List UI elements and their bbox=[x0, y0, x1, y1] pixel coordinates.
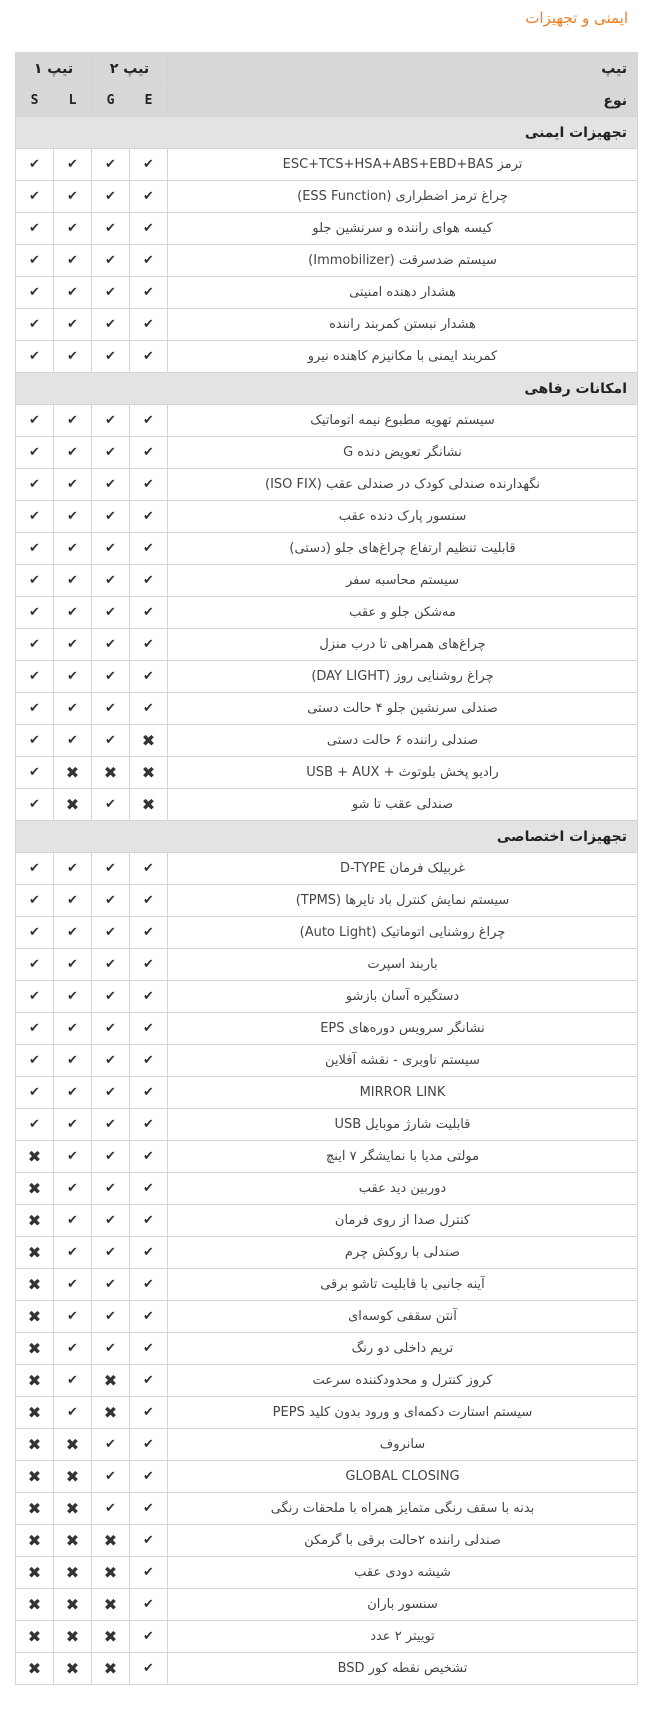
cross-icon: ✖ bbox=[54, 1429, 92, 1461]
table-row bbox=[16, 437, 638, 469]
check-icon: ✔ bbox=[16, 725, 54, 757]
check-icon: ✔ bbox=[130, 245, 168, 277]
variant-header-row bbox=[16, 85, 638, 117]
check-icon: ✔ bbox=[130, 1333, 168, 1365]
table-row bbox=[16, 341, 638, 373]
table-row bbox=[16, 1237, 638, 1269]
check-icon: ✔ bbox=[130, 181, 168, 213]
feature-label: دستگیره آسان بازشو bbox=[168, 981, 638, 1013]
cross-icon: ✖ bbox=[16, 1365, 54, 1397]
table-row bbox=[16, 533, 638, 565]
table-row bbox=[16, 981, 638, 1013]
table-row bbox=[16, 405, 638, 437]
check-icon: ✔ bbox=[130, 1013, 168, 1045]
check-icon: ✔ bbox=[130, 1557, 168, 1589]
check-icon: ✔ bbox=[92, 981, 130, 1013]
cross-icon: ✖ bbox=[16, 1589, 54, 1621]
feature-label: کمربند ایمنی با مکانیزم کاهنده نیرو bbox=[168, 341, 638, 373]
check-icon: ✔ bbox=[92, 437, 130, 469]
cross-icon: ✖ bbox=[16, 1557, 54, 1589]
feature-label: سیستم محاسبه سفر bbox=[168, 565, 638, 597]
check-icon: ✔ bbox=[92, 789, 130, 821]
check-icon: ✔ bbox=[54, 981, 92, 1013]
check-icon: ✔ bbox=[92, 1237, 130, 1269]
table-row bbox=[16, 597, 638, 629]
equipment-table bbox=[15, 52, 638, 1685]
check-icon: ✔ bbox=[130, 277, 168, 309]
check-icon: ✔ bbox=[54, 1173, 92, 1205]
check-icon: ✔ bbox=[16, 629, 54, 661]
cross-icon: ✖ bbox=[92, 1589, 130, 1621]
check-icon: ✔ bbox=[92, 1077, 130, 1109]
table-row bbox=[16, 1557, 638, 1589]
feature-label: صندلی راننده ۲حالت برقی با گرمکن bbox=[168, 1525, 638, 1557]
check-icon: ✔ bbox=[54, 149, 92, 181]
table-row bbox=[16, 1013, 638, 1045]
feature-label: سیستم استارت دکمه‌ای و ورود بدون کلید PEPS bbox=[168, 1397, 638, 1429]
feature-label: کنترل صدا از روی فرمان bbox=[168, 1205, 638, 1237]
feature-label: صندلی عقب تا شو bbox=[168, 789, 638, 821]
check-icon: ✔ bbox=[92, 1461, 130, 1493]
feature-label: غربیلک فرمان D-TYPE bbox=[168, 853, 638, 885]
cross-icon: ✖ bbox=[54, 789, 92, 821]
cross-icon: ✖ bbox=[16, 1525, 54, 1557]
check-icon: ✔ bbox=[130, 1269, 168, 1301]
check-icon: ✔ bbox=[92, 1013, 130, 1045]
check-icon: ✔ bbox=[16, 1045, 54, 1077]
section-title: امکانات رفاهی bbox=[16, 373, 638, 405]
cross-icon: ✖ bbox=[92, 1621, 130, 1653]
feature-label: نگهدارنده صندلی کودک در صندلی عقب (ISO FIX) bbox=[168, 469, 638, 501]
table-row bbox=[16, 245, 638, 277]
variant-g: G bbox=[92, 85, 130, 117]
feature-label: GLOBAL CLOSING bbox=[168, 1461, 638, 1493]
check-icon: ✔ bbox=[130, 981, 168, 1013]
check-icon: ✔ bbox=[92, 565, 130, 597]
check-icon: ✔ bbox=[54, 725, 92, 757]
check-icon: ✔ bbox=[130, 437, 168, 469]
table-row bbox=[16, 789, 638, 821]
check-icon: ✔ bbox=[16, 885, 54, 917]
type-group-1: تیپ ۱ bbox=[16, 53, 92, 85]
check-icon: ✔ bbox=[92, 245, 130, 277]
check-icon: ✔ bbox=[16, 181, 54, 213]
check-icon: ✔ bbox=[92, 1301, 130, 1333]
check-icon: ✔ bbox=[92, 533, 130, 565]
check-icon: ✔ bbox=[54, 533, 92, 565]
check-icon: ✔ bbox=[54, 213, 92, 245]
check-icon: ✔ bbox=[16, 565, 54, 597]
table-row bbox=[16, 1493, 638, 1525]
check-icon: ✔ bbox=[130, 597, 168, 629]
section-header-row bbox=[16, 821, 638, 853]
cross-icon: ✖ bbox=[54, 757, 92, 789]
cross-icon: ✖ bbox=[16, 1429, 54, 1461]
cross-icon: ✖ bbox=[130, 757, 168, 789]
page-title: ایمنی و تجهیزات bbox=[525, 9, 628, 27]
check-icon: ✔ bbox=[92, 309, 130, 341]
feature-label: آینه جانبی با قابلیت تاشو برقی bbox=[168, 1269, 638, 1301]
cross-icon: ✖ bbox=[54, 1461, 92, 1493]
check-icon: ✔ bbox=[54, 1013, 92, 1045]
table-row bbox=[16, 1269, 638, 1301]
check-icon: ✔ bbox=[130, 1365, 168, 1397]
check-icon: ✔ bbox=[54, 245, 92, 277]
cross-icon: ✖ bbox=[16, 1333, 54, 1365]
table-row bbox=[16, 565, 638, 597]
check-icon: ✔ bbox=[92, 1173, 130, 1205]
check-icon: ✔ bbox=[92, 277, 130, 309]
feature-label: ترمز ESC+TCS+HSA+ABS+EBD+BAS bbox=[168, 149, 638, 181]
feature-label: سانروف bbox=[168, 1429, 638, 1461]
check-icon: ✔ bbox=[92, 725, 130, 757]
check-icon: ✔ bbox=[54, 629, 92, 661]
feature-label: نشانگر سرویس دوره‌های EPS bbox=[168, 1013, 638, 1045]
table-row bbox=[16, 1077, 638, 1109]
cross-icon: ✖ bbox=[54, 1525, 92, 1557]
check-icon: ✔ bbox=[92, 1045, 130, 1077]
cross-icon: ✖ bbox=[16, 1653, 54, 1685]
cross-icon: ✖ bbox=[130, 725, 168, 757]
table-row bbox=[16, 1333, 638, 1365]
check-icon: ✔ bbox=[92, 1333, 130, 1365]
check-icon: ✔ bbox=[130, 917, 168, 949]
table-row bbox=[16, 501, 638, 533]
check-icon: ✔ bbox=[54, 885, 92, 917]
check-icon: ✔ bbox=[130, 533, 168, 565]
variant-l: L bbox=[54, 85, 92, 117]
table-row bbox=[16, 1397, 638, 1429]
check-icon: ✔ bbox=[16, 757, 54, 789]
cross-icon: ✖ bbox=[92, 757, 130, 789]
check-icon: ✔ bbox=[16, 149, 54, 181]
cross-icon: ✖ bbox=[16, 1141, 54, 1173]
feature-label: MIRROR LINK bbox=[168, 1077, 638, 1109]
check-icon: ✔ bbox=[54, 405, 92, 437]
check-icon: ✔ bbox=[130, 661, 168, 693]
table-row bbox=[16, 181, 638, 213]
cross-icon: ✖ bbox=[92, 1557, 130, 1589]
table-row bbox=[16, 1429, 638, 1461]
check-icon: ✔ bbox=[92, 917, 130, 949]
feature-label: بدنه با سقف رنگی متمایز همراه با ملحقات رنگی bbox=[168, 1493, 638, 1525]
check-icon: ✔ bbox=[130, 1653, 168, 1685]
feature-label: آنتن سقفی کوسه‌ای bbox=[168, 1301, 638, 1333]
feature-label: قابلیت تنظیم ارتفاع چراغ‌های جلو (دستی) bbox=[168, 533, 638, 565]
check-icon: ✔ bbox=[130, 1493, 168, 1525]
check-icon: ✔ bbox=[16, 949, 54, 981]
check-icon: ✔ bbox=[130, 1589, 168, 1621]
check-icon: ✔ bbox=[92, 853, 130, 885]
feature-label: تریم داخلی دو رنگ bbox=[168, 1333, 638, 1365]
table-row bbox=[16, 1621, 638, 1653]
check-icon: ✔ bbox=[16, 981, 54, 1013]
table-row bbox=[16, 469, 638, 501]
check-icon: ✔ bbox=[130, 853, 168, 885]
check-icon: ✔ bbox=[54, 1205, 92, 1237]
check-icon: ✔ bbox=[130, 1045, 168, 1077]
table-row bbox=[16, 693, 638, 725]
check-icon: ✔ bbox=[92, 693, 130, 725]
table-row bbox=[16, 853, 638, 885]
check-icon: ✔ bbox=[54, 917, 92, 949]
check-icon: ✔ bbox=[130, 1397, 168, 1429]
feature-label: رادیو پخش بلوتوث + USB + AUX bbox=[168, 757, 638, 789]
feature-label: شیشه دودی عقب bbox=[168, 1557, 638, 1589]
check-icon: ✔ bbox=[54, 1109, 92, 1141]
check-icon: ✔ bbox=[54, 469, 92, 501]
table-row bbox=[16, 277, 638, 309]
cross-icon: ✖ bbox=[16, 1269, 54, 1301]
table-row bbox=[16, 213, 638, 245]
check-icon: ✔ bbox=[54, 1045, 92, 1077]
check-icon: ✔ bbox=[16, 501, 54, 533]
table-row bbox=[16, 149, 638, 181]
check-icon: ✔ bbox=[54, 1237, 92, 1269]
table-row bbox=[16, 1173, 638, 1205]
check-icon: ✔ bbox=[16, 405, 54, 437]
table-row bbox=[16, 917, 638, 949]
check-icon: ✔ bbox=[16, 213, 54, 245]
check-icon: ✔ bbox=[54, 1141, 92, 1173]
check-icon: ✔ bbox=[130, 1621, 168, 1653]
feature-label: سنسور پارک دنده عقب bbox=[168, 501, 638, 533]
check-icon: ✔ bbox=[92, 213, 130, 245]
check-icon: ✔ bbox=[130, 885, 168, 917]
check-icon: ✔ bbox=[92, 405, 130, 437]
cross-icon: ✖ bbox=[16, 1397, 54, 1429]
cross-icon: ✖ bbox=[16, 1493, 54, 1525]
cross-icon: ✖ bbox=[92, 1397, 130, 1429]
check-icon: ✔ bbox=[54, 341, 92, 373]
check-icon: ✔ bbox=[92, 501, 130, 533]
feature-label: هشدار دهنده امنیتی bbox=[168, 277, 638, 309]
check-icon: ✔ bbox=[92, 469, 130, 501]
table-row bbox=[16, 757, 638, 789]
feature-label: قابلیت شارژ موبایل USB bbox=[168, 1109, 638, 1141]
cross-icon: ✖ bbox=[92, 1653, 130, 1685]
section-title: تجهیزات اختصاصی bbox=[16, 821, 638, 853]
check-icon: ✔ bbox=[16, 1109, 54, 1141]
feature-label: صندلی سرنشین جلو ۴ حالت دستی bbox=[168, 693, 638, 725]
table-row bbox=[16, 1205, 638, 1237]
variant-e: E bbox=[130, 85, 168, 117]
table-row bbox=[16, 1525, 638, 1557]
check-icon: ✔ bbox=[130, 1077, 168, 1109]
section-title: تجهیزات ایمنی bbox=[16, 117, 638, 149]
check-icon: ✔ bbox=[92, 661, 130, 693]
check-icon: ✔ bbox=[54, 1365, 92, 1397]
check-icon: ✔ bbox=[130, 1109, 168, 1141]
check-icon: ✔ bbox=[54, 501, 92, 533]
check-icon: ✔ bbox=[54, 661, 92, 693]
table-row bbox=[16, 309, 638, 341]
cross-icon: ✖ bbox=[54, 1621, 92, 1653]
check-icon: ✔ bbox=[54, 181, 92, 213]
feature-label: تشخیص نقطه کور BSD bbox=[168, 1653, 638, 1685]
check-icon: ✔ bbox=[16, 661, 54, 693]
check-icon: ✔ bbox=[130, 1301, 168, 1333]
check-icon: ✔ bbox=[130, 341, 168, 373]
table-row bbox=[16, 1365, 638, 1397]
check-icon: ✔ bbox=[92, 885, 130, 917]
table-row bbox=[16, 1589, 638, 1621]
check-icon: ✔ bbox=[16, 245, 54, 277]
table-row bbox=[16, 1461, 638, 1493]
check-icon: ✔ bbox=[54, 1269, 92, 1301]
cross-icon: ✖ bbox=[16, 1301, 54, 1333]
variant-s: S bbox=[16, 85, 54, 117]
check-icon: ✔ bbox=[16, 309, 54, 341]
check-icon: ✔ bbox=[54, 437, 92, 469]
feature-label: باربند اسپرت bbox=[168, 949, 638, 981]
feature-label: سنسور باران bbox=[168, 1589, 638, 1621]
check-icon: ✔ bbox=[16, 693, 54, 725]
table-row bbox=[16, 725, 638, 757]
cross-icon: ✖ bbox=[16, 1205, 54, 1237]
section-header-row bbox=[16, 117, 638, 149]
check-icon: ✔ bbox=[92, 1141, 130, 1173]
table-row bbox=[16, 629, 638, 661]
variant-label: نوع bbox=[168, 85, 638, 117]
feature-label: کروز کنترل و محدودکننده سرعت bbox=[168, 1365, 638, 1397]
check-icon: ✔ bbox=[54, 565, 92, 597]
check-icon: ✔ bbox=[16, 341, 54, 373]
type-header-row bbox=[16, 53, 638, 85]
check-icon: ✔ bbox=[130, 405, 168, 437]
check-icon: ✔ bbox=[130, 469, 168, 501]
cross-icon: ✖ bbox=[130, 789, 168, 821]
check-icon: ✔ bbox=[130, 501, 168, 533]
feature-label: سیستم ناوبری - نقشه آفلاین bbox=[168, 1045, 638, 1077]
cross-icon: ✖ bbox=[54, 1653, 92, 1685]
cross-icon: ✖ bbox=[54, 1589, 92, 1621]
check-icon: ✔ bbox=[16, 469, 54, 501]
check-icon: ✔ bbox=[54, 1333, 92, 1365]
table-row bbox=[16, 949, 638, 981]
check-icon: ✔ bbox=[16, 917, 54, 949]
feature-label: هشدار نبستن کمربند راننده bbox=[168, 309, 638, 341]
check-icon: ✔ bbox=[130, 149, 168, 181]
table-row bbox=[16, 885, 638, 917]
table-row bbox=[16, 1653, 638, 1685]
cross-icon: ✖ bbox=[54, 1557, 92, 1589]
check-icon: ✔ bbox=[16, 1013, 54, 1045]
check-icon: ✔ bbox=[130, 213, 168, 245]
feature-label: چراغ روشنایی اتوماتیک (Auto Light) bbox=[168, 917, 638, 949]
check-icon: ✔ bbox=[54, 693, 92, 725]
check-icon: ✔ bbox=[16, 1077, 54, 1109]
feature-label: نشانگر تعویض دنده G bbox=[168, 437, 638, 469]
type-group-2: تیپ ۲ bbox=[92, 53, 168, 85]
feature-label: چراغ‌های همراهی تا درب منزل bbox=[168, 629, 638, 661]
check-icon: ✔ bbox=[92, 1429, 130, 1461]
check-icon: ✔ bbox=[54, 853, 92, 885]
feature-label: سیستم ضدسرقت (Immobilizer) bbox=[168, 245, 638, 277]
check-icon: ✔ bbox=[54, 309, 92, 341]
check-icon: ✔ bbox=[130, 1173, 168, 1205]
check-icon: ✔ bbox=[16, 789, 54, 821]
check-icon: ✔ bbox=[16, 437, 54, 469]
type-label: تیپ bbox=[168, 53, 638, 85]
feature-label: توییتر ۲ عدد bbox=[168, 1621, 638, 1653]
cross-icon: ✖ bbox=[54, 1493, 92, 1525]
table-row bbox=[16, 1141, 638, 1173]
check-icon: ✔ bbox=[130, 565, 168, 597]
check-icon: ✔ bbox=[54, 1301, 92, 1333]
cross-icon: ✖ bbox=[92, 1525, 130, 1557]
check-icon: ✔ bbox=[54, 277, 92, 309]
feature-label: مه‌شکن جلو و عقب bbox=[168, 597, 638, 629]
cross-icon: ✖ bbox=[16, 1173, 54, 1205]
cross-icon: ✖ bbox=[92, 1365, 130, 1397]
check-icon: ✔ bbox=[54, 949, 92, 981]
check-icon: ✔ bbox=[130, 1141, 168, 1173]
check-icon: ✔ bbox=[130, 949, 168, 981]
check-icon: ✔ bbox=[92, 949, 130, 981]
check-icon: ✔ bbox=[92, 341, 130, 373]
feature-label: کیسه هوای راننده و سرنشین جلو bbox=[168, 213, 638, 245]
check-icon: ✔ bbox=[54, 1397, 92, 1429]
check-icon: ✔ bbox=[16, 597, 54, 629]
section-header-row bbox=[16, 373, 638, 405]
table-row bbox=[16, 1045, 638, 1077]
check-icon: ✔ bbox=[130, 629, 168, 661]
feature-label: سیستم تهویه مطبوع نیمه اتوماتیک bbox=[168, 405, 638, 437]
check-icon: ✔ bbox=[92, 1269, 130, 1301]
table-row bbox=[16, 1301, 638, 1333]
cross-icon: ✖ bbox=[16, 1237, 54, 1269]
check-icon: ✔ bbox=[130, 1237, 168, 1269]
check-icon: ✔ bbox=[92, 149, 130, 181]
feature-label: صندلی راننده ۶ حالت دستی bbox=[168, 725, 638, 757]
feature-label: چراغ ترمز اضطراری (ESS Function) bbox=[168, 181, 638, 213]
check-icon: ✔ bbox=[92, 597, 130, 629]
feature-label: چراغ روشنایی روز (DAY LIGHT) bbox=[168, 661, 638, 693]
cross-icon: ✖ bbox=[16, 1621, 54, 1653]
check-icon: ✔ bbox=[130, 309, 168, 341]
check-icon: ✔ bbox=[92, 1109, 130, 1141]
check-icon: ✔ bbox=[92, 629, 130, 661]
check-icon: ✔ bbox=[92, 181, 130, 213]
check-icon: ✔ bbox=[130, 693, 168, 725]
check-icon: ✔ bbox=[130, 1461, 168, 1493]
check-icon: ✔ bbox=[16, 277, 54, 309]
check-icon: ✔ bbox=[16, 853, 54, 885]
table-row bbox=[16, 661, 638, 693]
check-icon: ✔ bbox=[130, 1205, 168, 1237]
check-icon: ✔ bbox=[130, 1525, 168, 1557]
check-icon: ✔ bbox=[92, 1493, 130, 1525]
table-row bbox=[16, 1109, 638, 1141]
check-icon: ✔ bbox=[16, 533, 54, 565]
feature-label: سیستم نمایش کنترل باد تایرها (TPMS) bbox=[168, 885, 638, 917]
check-icon: ✔ bbox=[130, 1429, 168, 1461]
feature-label: دوربین دید عقب bbox=[168, 1173, 638, 1205]
check-icon: ✔ bbox=[54, 1077, 92, 1109]
check-icon: ✔ bbox=[92, 1205, 130, 1237]
feature-label: مولتی مدیا با نمایشگر ۷ اینچ bbox=[168, 1141, 638, 1173]
check-icon: ✔ bbox=[54, 597, 92, 629]
feature-label: صندلی با روکش چرم bbox=[168, 1237, 638, 1269]
cross-icon: ✖ bbox=[16, 1461, 54, 1493]
